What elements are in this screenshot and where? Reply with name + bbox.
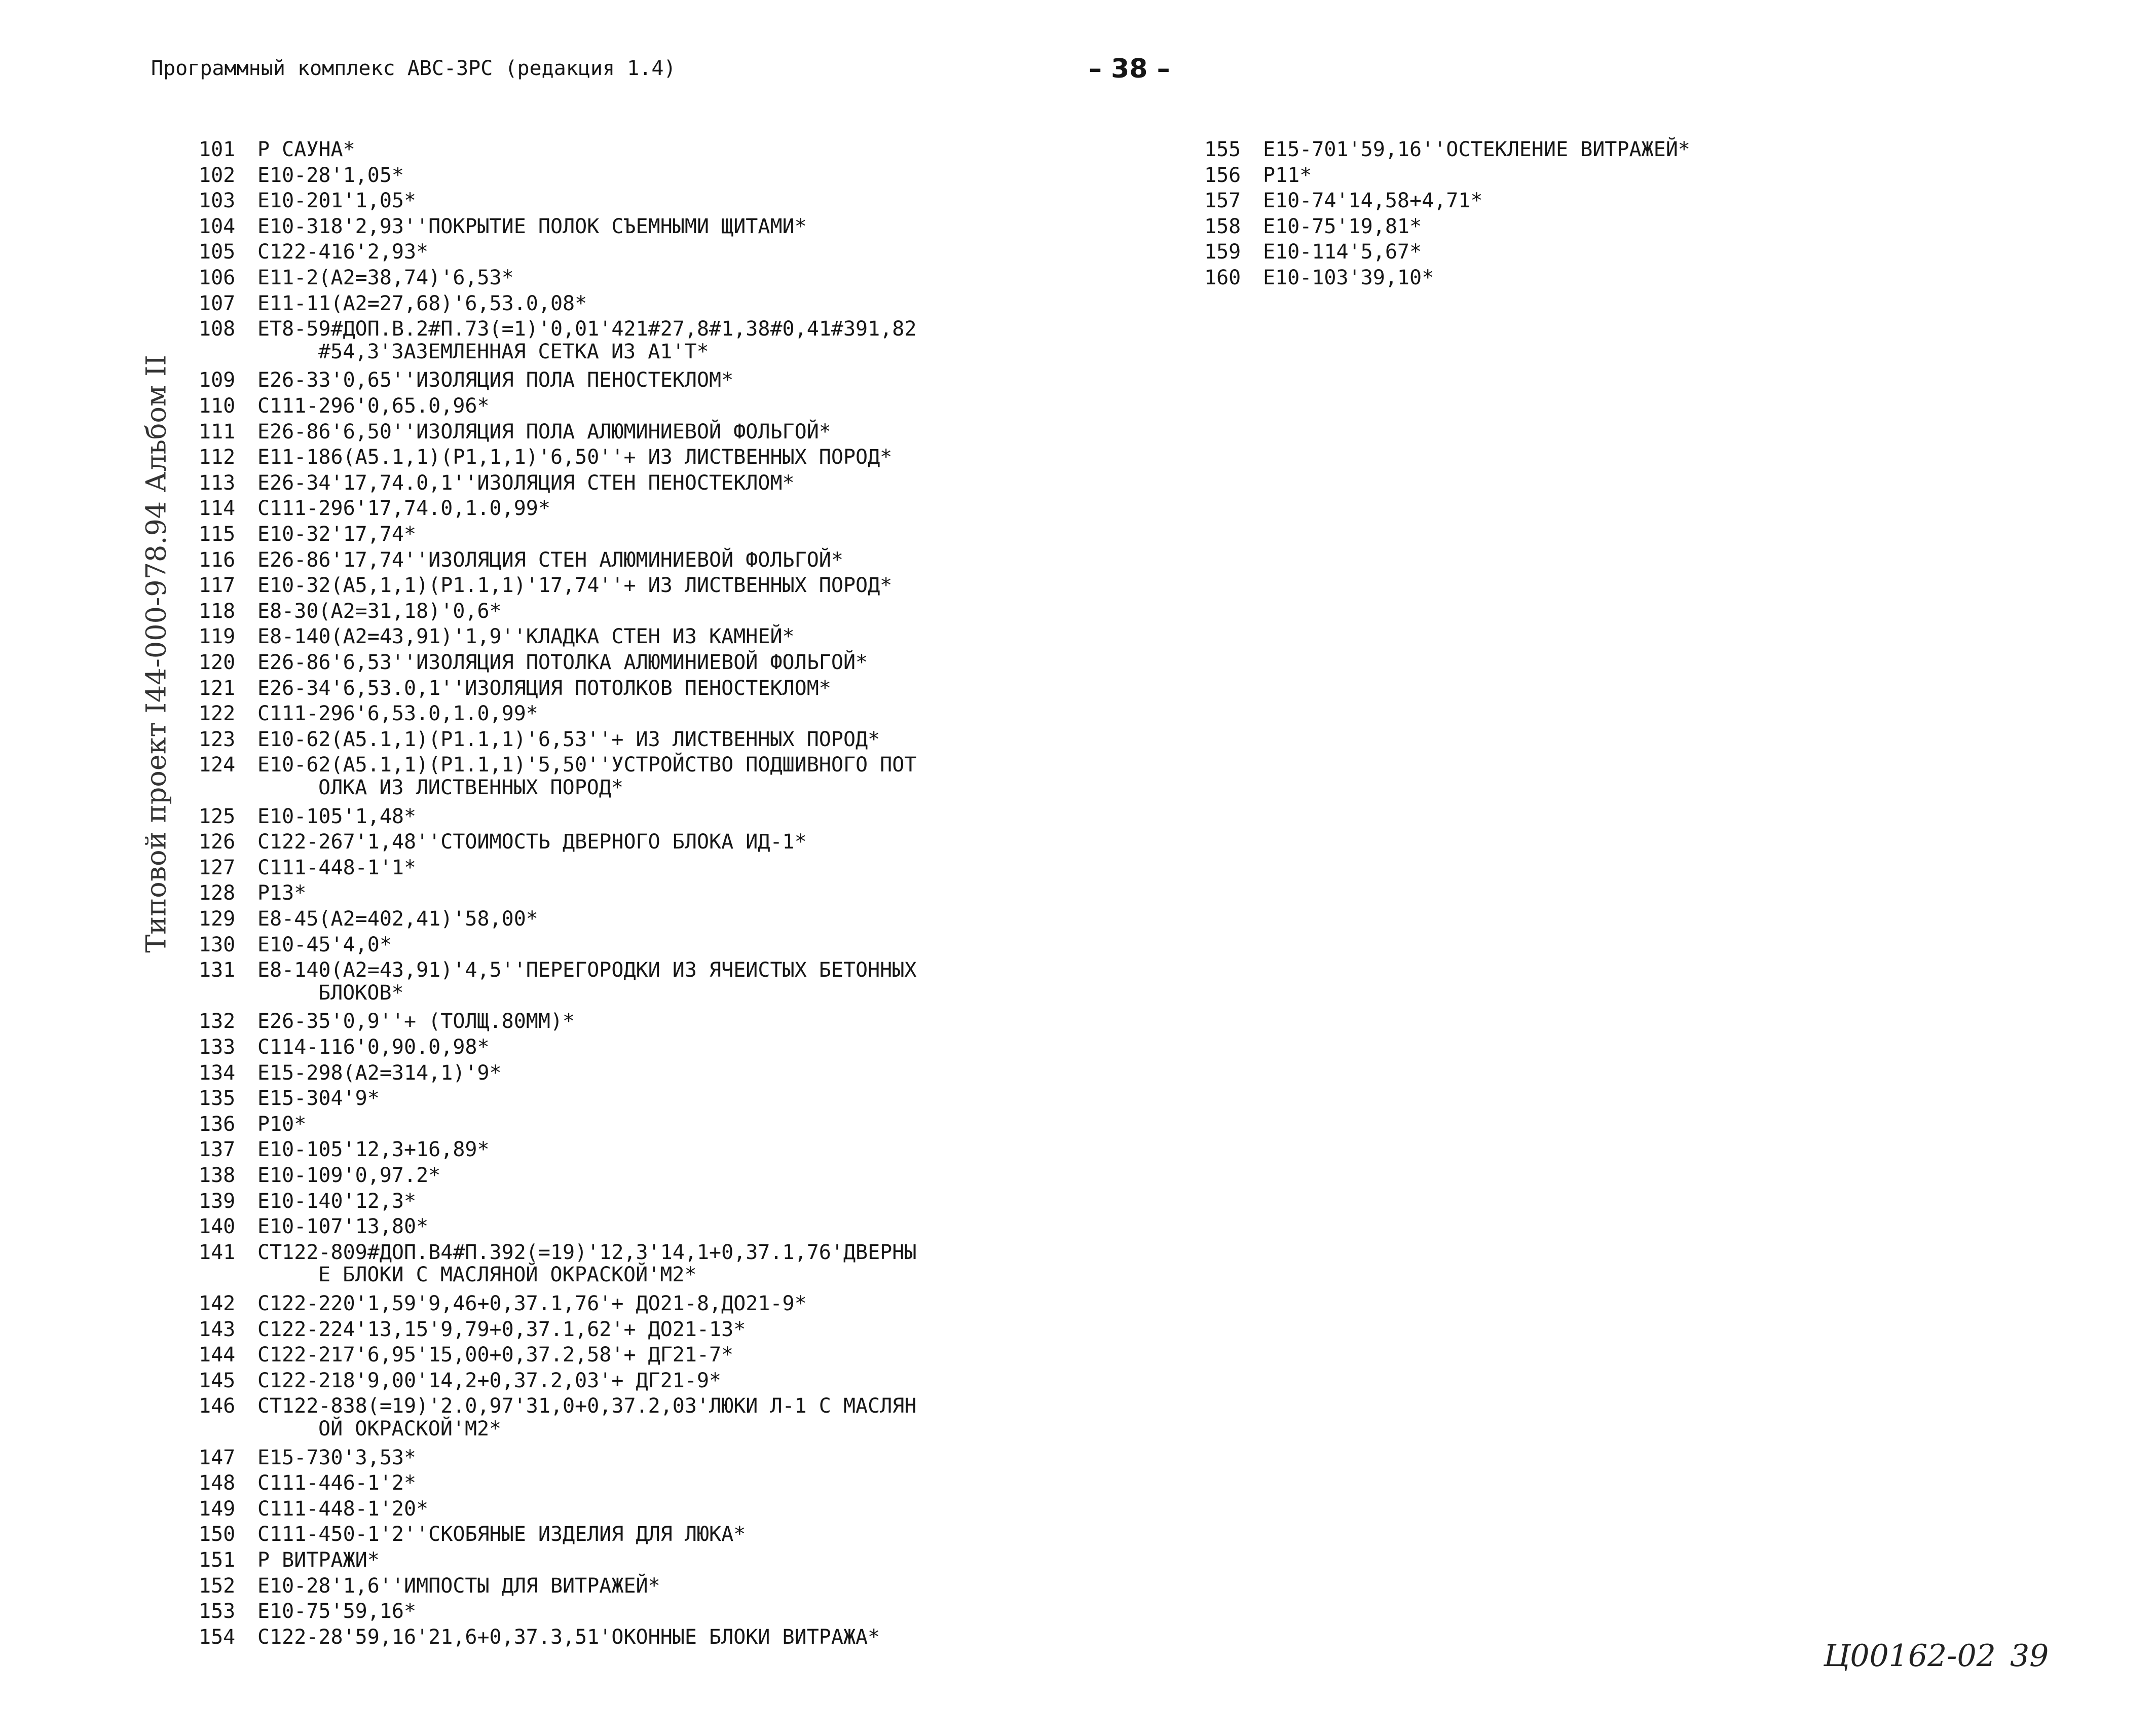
listing-line bbox=[1204, 265, 1434, 290]
listing-line bbox=[1204, 137, 1690, 162]
line-text: С122-224'13,15'9,79+0,37.1,62'+ ДО21-13* bbox=[257, 1317, 746, 1341]
listing-line bbox=[199, 1393, 916, 1419]
line-number: 113 bbox=[199, 471, 236, 495]
line-number: 145 bbox=[199, 1369, 236, 1392]
line-number: 148 bbox=[199, 1471, 236, 1495]
listing-line bbox=[1204, 239, 1422, 265]
line-text: С122-220'1,59'9,46+0,37.1,76'+ ДО21-8,ДО21-9* bbox=[257, 1292, 807, 1315]
line-text: Е26-33'0,65''ИЗОЛЯЦИЯ ПОЛА ПЕНОСТЕКЛОМ* bbox=[257, 368, 734, 392]
listing-line bbox=[199, 804, 416, 829]
line-number: 118 bbox=[199, 599, 236, 623]
line-text: Е10-103'39,10* bbox=[1263, 266, 1434, 289]
line-text: Е10-28'1,05* bbox=[257, 163, 404, 187]
listing-line bbox=[199, 573, 892, 598]
line-number: 146 bbox=[199, 1394, 236, 1418]
listing-line bbox=[199, 163, 404, 188]
line-number: 138 bbox=[199, 1164, 236, 1187]
listing-line bbox=[199, 1240, 916, 1265]
line-number: 109 bbox=[199, 368, 236, 392]
line-number: 134 bbox=[199, 1061, 236, 1085]
line-text: Е15-730'3,53* bbox=[257, 1446, 417, 1469]
line-number: 130 bbox=[199, 933, 236, 956]
line-number: 106 bbox=[199, 266, 236, 289]
line-number: 159 bbox=[1204, 240, 1241, 264]
listing-line bbox=[199, 1035, 490, 1060]
line-text: Е10-105'1,48* bbox=[257, 804, 417, 828]
line-continuation: Е БЛОКИ С МАСЛЯНОЙ ОКРАСКОЙ'М2* bbox=[318, 1263, 697, 1287]
listing-line bbox=[199, 1496, 428, 1522]
line-text: С122-28'59,16'21,6+0,37.3,51'ОКОННЫЕ БЛОКИ ВИТРАЖА* bbox=[257, 1625, 880, 1649]
document-code: Ц00162-02 bbox=[1824, 1638, 1996, 1674]
line-text: Е15-701'59,16''ОСТЕКЛЕНИЕ ВИТРАЖЕЙ* bbox=[1263, 138, 1690, 161]
line-number: 107 bbox=[199, 291, 236, 315]
line-number: 125 bbox=[199, 804, 236, 828]
listing-line bbox=[199, 1163, 440, 1188]
line-text: С111-296'6,53.0,1.0,99* bbox=[257, 702, 538, 726]
line-text: Е10-107'13,80* bbox=[257, 1215, 429, 1239]
line-number: 129 bbox=[199, 907, 236, 931]
listing-line bbox=[199, 880, 306, 906]
listing-line bbox=[199, 445, 892, 470]
line-text: Р11* bbox=[1263, 163, 1312, 187]
line-text: Е10-74'14,58+4,71* bbox=[1263, 189, 1483, 213]
line-text: Е10-201'1,05* bbox=[257, 189, 417, 213]
line-number: 152 bbox=[199, 1574, 236, 1598]
line-number: 149 bbox=[199, 1497, 236, 1521]
line-number: 131 bbox=[199, 958, 236, 982]
listing-line bbox=[199, 367, 733, 393]
line-number: 153 bbox=[199, 1600, 236, 1623]
line-number: 133 bbox=[199, 1036, 236, 1059]
listing-line bbox=[199, 1060, 502, 1086]
line-number: 108 bbox=[199, 317, 236, 341]
line-number: 114 bbox=[199, 497, 236, 521]
listing-line bbox=[199, 1445, 416, 1470]
line-number: 158 bbox=[1204, 214, 1241, 238]
line-number: 137 bbox=[199, 1138, 236, 1162]
listing-line bbox=[199, 291, 587, 316]
line-text: Е10-75'59,16* bbox=[257, 1600, 417, 1623]
line-number: 128 bbox=[199, 881, 236, 905]
line-text: СТ122-838(=19)'2.0,97'31,0+0,37.2,03'ЛЮКИ Л-1 С МАСЛЯН bbox=[257, 1394, 917, 1418]
line-text: Е10-109'0,97.2* bbox=[257, 1164, 441, 1187]
listing-line bbox=[199, 137, 355, 162]
listing-line bbox=[199, 547, 843, 573]
line-number: 139 bbox=[199, 1189, 236, 1213]
line-text: Е10-28'1,6''ИМПОСТЫ ДЛЯ ВИТРАЖЕЙ* bbox=[257, 1574, 660, 1598]
line-text: Е11-186(А5.1,1)(Р1,1,1)'6,50''+ ИЗ ЛИСТВЕННЫХ ПОРОД* bbox=[257, 446, 893, 469]
listing-line bbox=[199, 1470, 416, 1496]
listing-line bbox=[199, 1522, 746, 1547]
listing-line bbox=[199, 522, 416, 547]
line-number: 122 bbox=[199, 702, 236, 726]
listing-line bbox=[199, 650, 868, 675]
line-continuation: ОЛКА ИЗ ЛИСТВЕННЫХ ПОРОД* bbox=[318, 776, 624, 799]
listing-line bbox=[199, 393, 490, 419]
listing-line bbox=[199, 1599, 416, 1624]
line-text: Р13* bbox=[257, 881, 307, 905]
line-text: Е8-45(А2=402,41)'58,00* bbox=[257, 907, 538, 931]
listing-line bbox=[199, 1137, 490, 1162]
line-number: 102 bbox=[199, 163, 236, 187]
line-text: С122-267'1,48''СТОИМОСТЬ ДВЕРНОГО БЛОКА ИД-1* bbox=[257, 830, 807, 854]
line-number: 101 bbox=[199, 138, 236, 161]
listing-line bbox=[199, 1086, 380, 1111]
line-text: С111-446-1'2* bbox=[257, 1471, 417, 1495]
line-text: Е26-86'6,53''ИЗОЛЯЦИЯ ПОТОЛКА АЛЮМИНИЕВОЙ ФОЛЬГОЙ* bbox=[257, 651, 868, 674]
line-text: С122-217'6,95'15,00+0,37.2,58'+ ДГ21-7* bbox=[257, 1343, 734, 1367]
series-title: Типовой проект І44-000-978.94 Альбом ІІ bbox=[140, 355, 172, 953]
line-number: 150 bbox=[199, 1523, 236, 1546]
line-text: С111-448-1'1* bbox=[257, 856, 417, 879]
listing-line bbox=[199, 316, 916, 342]
line-text: Е15-304'9* bbox=[257, 1087, 380, 1111]
line-number: 124 bbox=[199, 753, 236, 777]
line-text: Е26-34'6,53.0,1''ИЗОЛЯЦИЯ ПОТОЛКОВ ПЕНОСТЕКЛОМ* bbox=[257, 676, 831, 700]
line-text: С111-448-1'20* bbox=[257, 1497, 429, 1521]
line-text: Р ВИТРАЖИ* bbox=[257, 1548, 380, 1572]
line-text: Р САУНА* bbox=[257, 138, 355, 161]
line-continuation: ОЙ ОКРАСКОЙ'М2* bbox=[318, 1417, 502, 1440]
line-text: Е10-32(А5,1,1)(Р1.1,1)'17,74''+ ИЗ ЛИСТВЕННЫХ ПОРОД* bbox=[257, 574, 893, 598]
page-number: – 38 – bbox=[1089, 54, 1170, 84]
line-number: 127 bbox=[199, 856, 236, 879]
line-number: 136 bbox=[199, 1112, 236, 1136]
line-number: 105 bbox=[199, 240, 236, 264]
listing-line bbox=[199, 265, 514, 290]
line-number: 120 bbox=[199, 651, 236, 674]
line-number: 121 bbox=[199, 676, 236, 700]
line-number: 115 bbox=[199, 523, 236, 546]
line-number: 111 bbox=[199, 420, 236, 444]
listing-line bbox=[199, 1009, 575, 1034]
line-text: Е10-318'2,93''ПОКРЫТИЕ ПОЛОК СЪЕМНЫМИ ЩИТАМИ* bbox=[257, 214, 807, 238]
line-text: Е15-298(А2=314,1)'9* bbox=[257, 1061, 502, 1085]
line-number: 155 bbox=[1204, 138, 1241, 161]
listing-line bbox=[199, 855, 416, 880]
line-number: 117 bbox=[199, 574, 236, 598]
line-number: 110 bbox=[199, 394, 236, 418]
line-number: 156 bbox=[1204, 163, 1241, 187]
listing-line bbox=[1204, 163, 1312, 188]
listing-line bbox=[199, 624, 795, 649]
listing-line bbox=[199, 214, 807, 239]
line-text: Е8-140(А2=43,91)'1,9''КЛАДКА СТЕН ИЗ КАМНЕЙ* bbox=[257, 625, 795, 649]
line-number: 160 bbox=[1204, 266, 1241, 289]
listing-line bbox=[199, 470, 795, 496]
listing-line bbox=[199, 1342, 733, 1368]
listing-line bbox=[1204, 214, 1422, 239]
listing-line bbox=[199, 419, 831, 445]
listing-line bbox=[199, 239, 428, 265]
listing-line bbox=[199, 932, 392, 957]
listing-line bbox=[199, 829, 807, 855]
line-number: 132 bbox=[199, 1010, 236, 1033]
line-text: Е11-2(А2=38,74)'6,53* bbox=[257, 266, 514, 289]
listing-line bbox=[199, 1317, 746, 1342]
line-number: 151 bbox=[199, 1548, 236, 1572]
listing-line bbox=[199, 676, 831, 701]
line-text: Е8-140(А2=43,91)'4,5''ПЕРЕГОРОДКИ ИЗ ЯЧЕИСТЫХ БЕТОННЫХ bbox=[257, 958, 917, 982]
line-number: 141 bbox=[199, 1240, 236, 1264]
line-text: С122-416'2,93* bbox=[257, 240, 429, 264]
line-continuation: БЛОКОВ* bbox=[318, 981, 404, 1005]
listing-line bbox=[199, 1573, 660, 1599]
listing-line bbox=[199, 1547, 380, 1573]
line-text: Е10-45'4,0* bbox=[257, 933, 392, 956]
listing-line bbox=[199, 906, 538, 932]
line-text: Р10* bbox=[257, 1112, 307, 1136]
line-text: Е26-86'6,50''ИЗОЛЯЦИЯ ПОЛА АЛЮМИНИЕВОЙ ФОЛЬГОЙ* bbox=[257, 420, 831, 444]
line-text: Е26-86'17,74''ИЗОЛЯЦИЯ СТЕН АЛЮМИНИЕВОЙ ФОЛЬГОЙ* bbox=[257, 548, 843, 572]
line-number: 144 bbox=[199, 1343, 236, 1367]
line-text: Е10-62(А5.1,1)(Р1.1,1)'5,50''УСТРОЙСТВО ПОДШИВНОГО ПОТ bbox=[257, 753, 917, 777]
line-number: 147 bbox=[199, 1446, 236, 1469]
line-text: С122-218'9,00'14,2+0,37.2,03'+ ДГ21-9* bbox=[257, 1369, 722, 1392]
sheet-number: 39 bbox=[2010, 1638, 2049, 1674]
line-text: Е11-11(А2=27,68)'6,53.0,08* bbox=[257, 291, 587, 315]
line-number: 140 bbox=[199, 1215, 236, 1239]
listing-line bbox=[199, 1214, 428, 1239]
line-text: Е10-105'12,3+16,89* bbox=[257, 1138, 490, 1162]
line-number: 119 bbox=[199, 625, 236, 649]
line-text: Е10-114'5,67* bbox=[1263, 240, 1422, 264]
line-text: Е10-32'17,74* bbox=[257, 523, 417, 546]
line-text: С111-296'0,65.0,96* bbox=[257, 394, 490, 418]
line-text: СТ122-809#ДОП.В4#П.392(=19)'12,3'14,1+0,37.1,76'ДВЕРНЫ bbox=[257, 1240, 917, 1264]
line-number: 112 bbox=[199, 446, 236, 469]
line-text: Е10-140'12,3* bbox=[257, 1189, 417, 1213]
line-number: 154 bbox=[199, 1625, 236, 1649]
listing-line bbox=[1204, 188, 1482, 213]
line-text: Е10-62(А5.1,1)(Р1.1,1)'6,53''+ ИЗ ЛИСТВЕННЫХ ПОРОД* bbox=[257, 727, 880, 751]
listing-line bbox=[199, 1189, 416, 1214]
line-text: Е26-35'0,9''+ (ТОЛЩ.80ММ)* bbox=[257, 1010, 575, 1033]
listing-line bbox=[199, 599, 502, 624]
listing-line bbox=[199, 1112, 306, 1137]
line-text: С111-296'17,74.0,1.0,99* bbox=[257, 497, 550, 521]
line-number: 142 bbox=[199, 1292, 236, 1315]
line-text: Е8-30(А2=31,18)'0,6* bbox=[257, 599, 502, 623]
listing-line bbox=[199, 496, 550, 521]
line-number: 116 bbox=[199, 548, 236, 572]
listing-line bbox=[199, 957, 916, 983]
listing-line bbox=[199, 1368, 721, 1393]
listing-line bbox=[199, 188, 416, 213]
listing-line bbox=[199, 701, 538, 726]
listing-line bbox=[199, 752, 916, 778]
line-continuation: #54,3'ЗАЗЕМЛЕННАЯ СЕТКА ИЗ А1'Т* bbox=[318, 340, 709, 363]
line-text: С114-116'0,90.0,98* bbox=[257, 1036, 490, 1059]
line-number: 103 bbox=[199, 189, 236, 213]
line-number: 126 bbox=[199, 830, 236, 854]
line-text: С111-450-1'2''СКОБЯНЫЕ ИЗДЕЛИЯ ДЛЯ ЛЮКА* bbox=[257, 1523, 746, 1546]
listing-line bbox=[199, 1291, 807, 1316]
line-number: 135 bbox=[199, 1087, 236, 1111]
line-number: 143 bbox=[199, 1317, 236, 1341]
listing-line bbox=[199, 727, 880, 752]
program-header: Программный комплекс АВС-3РС (редакция 1.4) bbox=[151, 57, 676, 80]
line-text: Е26-34'17,74.0,1''ИЗОЛЯЦИЯ СТЕН ПЕНОСТЕКЛОМ* bbox=[257, 471, 795, 495]
line-text: Е10-75'19,81* bbox=[1263, 214, 1422, 238]
line-text: ЕТ8-59#ДОП.В.2#П.73(=1)'0,01'421#27,8#1,38#0,41#391,82 bbox=[257, 317, 917, 341]
listing-line bbox=[199, 1624, 880, 1650]
line-number: 104 bbox=[199, 214, 236, 238]
line-number: 123 bbox=[199, 727, 236, 751]
line-number: 157 bbox=[1204, 189, 1241, 213]
